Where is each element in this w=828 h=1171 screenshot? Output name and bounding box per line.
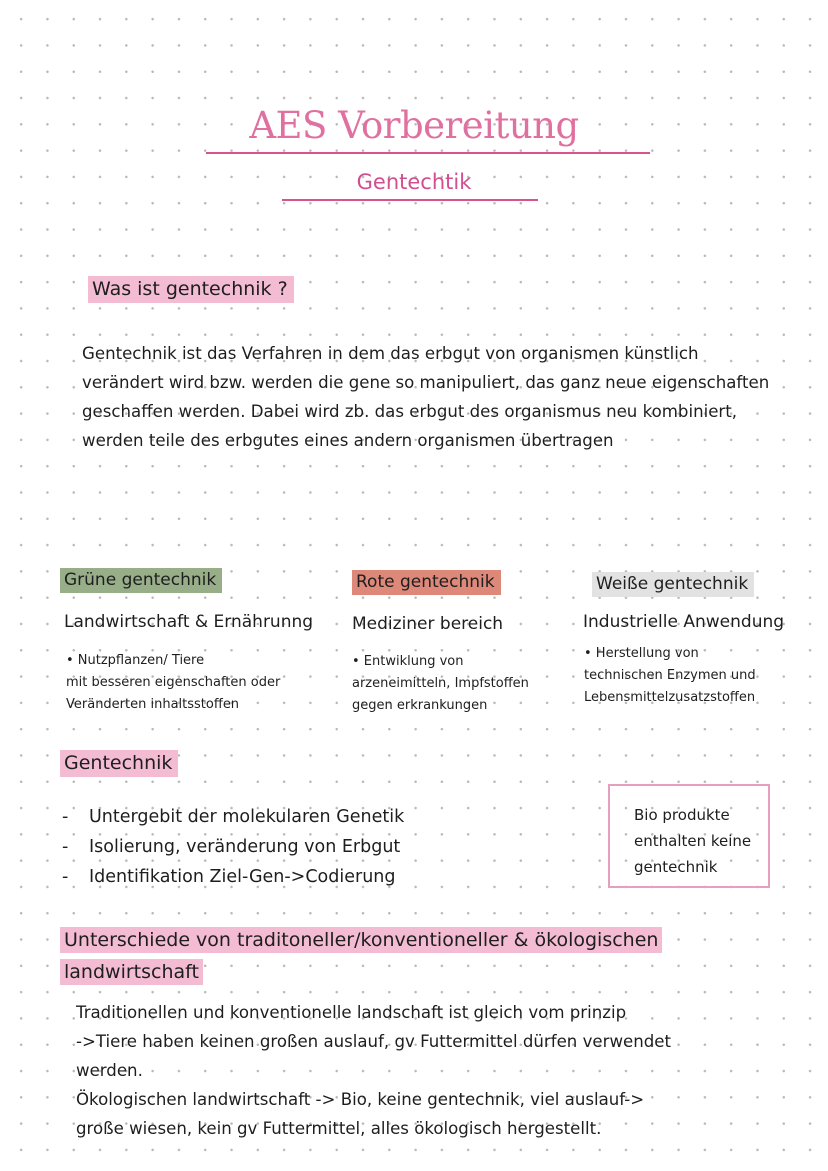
box-line: enthalten keine [634, 832, 752, 850]
section-heading-gentechnik [60, 750, 178, 777]
note-line: • Herstellung von [584, 646, 699, 661]
note-line: Veränderten inhaltsstoffen [66, 697, 240, 712]
intro-paragraph: Gentechnik ist das Verfahren in dem das erbgut von organismen künstlich verändert wird bzw. werden die gene so manipuliert, das ganz neue eigenschaften geschaffen werden. Dabei wird zb. das erbgut des organismus neu kombiniert, werden teile des erbgutes eines andern organismen übertragen [82, 344, 770, 450]
box-line: gentechnik [634, 858, 718, 876]
note-line: mit besseren eigenschaften oder [66, 675, 281, 690]
subtitle-underline [282, 199, 538, 201]
column-note [584, 643, 756, 709]
column-heading: Rote gentechnik [352, 570, 501, 595]
text-line: Ökologischen landwirtschaft -> Bio, keine gentechnik, viel auslauf-> [76, 1090, 645, 1109]
bio-note-box [608, 784, 770, 888]
heading-text: Gentechnik [60, 750, 178, 777]
note-line: Lebensmittelzusatzstoffen [584, 690, 756, 705]
column-heading: Weiße gentechnik [592, 572, 754, 597]
column-subheading: Mediziner bereich [352, 614, 504, 634]
box-line: Bio produkte [634, 806, 730, 824]
gentechnik-list [62, 802, 404, 892]
heading-line: landwirtschaft [60, 959, 203, 985]
note-line: • Entwiklung von [352, 654, 464, 669]
text-line: ->Tiere haben keinen großen auslauf, gv Futtermittel dürfen verwendet [76, 1032, 671, 1051]
column-weisse [592, 572, 754, 597]
text-line: werden. [76, 1061, 143, 1080]
section-heading-unterschiede [60, 924, 740, 988]
column-subheading: Landwirtschaft & Ernährunng [64, 612, 314, 632]
heading-line: Unterschiede von traditoneller/konventioneller & ökologischen [60, 927, 662, 953]
list-item: - Untergebit der molekularen Genetik [62, 802, 404, 832]
column-heading: Grüne gentechnik [60, 568, 222, 593]
note-line: technischen Enzymen und [584, 668, 756, 683]
heading-text: Was ist gentechnik ? [88, 276, 294, 303]
page-title: AES Vorbereitung [249, 104, 579, 147]
title-underline [206, 152, 650, 154]
page-subtitle: Gentechtik [356, 170, 472, 194]
column-rote [352, 570, 501, 595]
unterschiede-paragraph [76, 998, 776, 1143]
column-note [352, 651, 529, 717]
section-heading-was-ist [88, 276, 294, 303]
list-item: - Identifikation Ziel-Gen->Codierung [62, 862, 404, 892]
column-gruene [60, 568, 340, 593]
column-subheading: Industrielle Anwendung [583, 612, 785, 632]
text-line: Traditionellen und konventionelle landschaft ist gleich vom prinzip [76, 1003, 627, 1022]
text-line: große wiesen, kein gv Futtermittel, alles ökologisch hergestellt. [76, 1119, 602, 1138]
note-line: arzeneimitteln, Impfstoffen [352, 676, 529, 691]
list-item: - Isolierung, veränderung von Erbgut [62, 832, 404, 862]
note-line: • Nutzpflanzen/ Tiere [66, 653, 205, 668]
column-note [66, 650, 280, 716]
note-line: gegen erkrankungen [352, 698, 488, 713]
